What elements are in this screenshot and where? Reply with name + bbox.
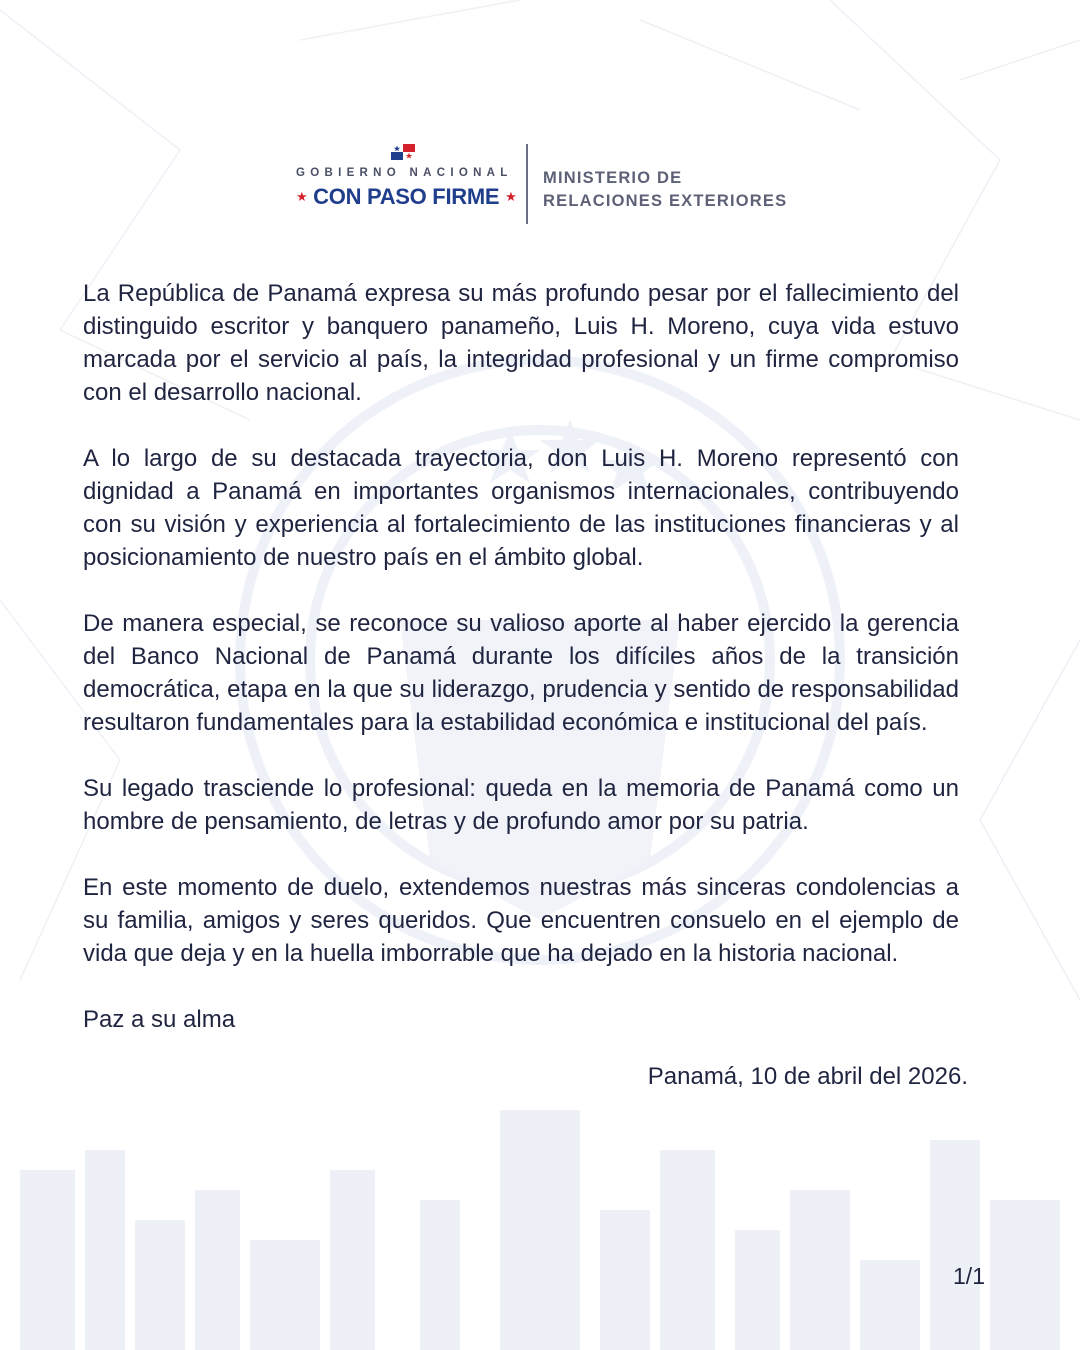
government-tag: GOBIERNO NACIONAL (296, 167, 513, 179)
panama-flag-icon (391, 144, 415, 160)
statement-body (83, 277, 959, 1036)
paragraph: En este momento de duelo, extendemos nuestras más sinceras condolencias a su familia, amigos y seres queridos. Que encuentren consuelo en el ejemplo de vida que deja y en la huella imborrable que ha dejado en la historia nacional. (83, 874, 959, 967)
letterhead (0, 140, 1080, 230)
logo-divider (526, 144, 528, 224)
paragraph: La República de Panamá expresa su más profundo pesar por el fallecimiento del distinguido escritor y banquero panameño, Luis H. Moreno, cuya vida estuvo marcada por el servicio al país, la integridad profesional y un firme compromiso con el desarrollo nacional. (83, 280, 959, 406)
ministry-name (543, 167, 787, 213)
ministry-line-1: MINISTERIO DE (543, 169, 683, 187)
ministry-line-2: RELACIONES EXTERIORES (543, 192, 788, 210)
page-number: 1/1 (953, 1263, 985, 1289)
star-icon: ★ (296, 189, 308, 204)
government-slogan: CON PASO FIRME (313, 184, 500, 209)
closing-line: Paz a su alma (83, 1006, 236, 1033)
star-icon: ★ (505, 189, 517, 204)
paragraph: Su legado trasciende lo profesional: queda en la memoria de Panamá como un hombre de pensamiento, de letras y de profundo amor por su patria. (83, 775, 959, 835)
government-slogan-row (296, 184, 517, 210)
paragraph: A lo largo de su destacada trayectoria, don Luis H. Moreno representó con dignidad a Panamá en importantes organismos internacionales, contribuyendo con su visión y experiencia al fortalecimiento de las instituciones financieras y al posicionamiento de nuestro país en el ámbito global. (83, 445, 959, 571)
date-line: Panamá, 10 de abril del 2026. (647, 1063, 968, 1090)
city-skyline-decoration (0, 1110, 1080, 1350)
paragraph: De manera especial, se reconoce su valioso aporte al haber ejercido la gerencia del Banco Nacional de Panamá durante los difíciles años de la transición democrática, etapa en la que su liderazgo, prudencia y sentido de responsabilidad resultaron fundamentales para la estabilidad económica e institucional del país. (83, 610, 959, 736)
